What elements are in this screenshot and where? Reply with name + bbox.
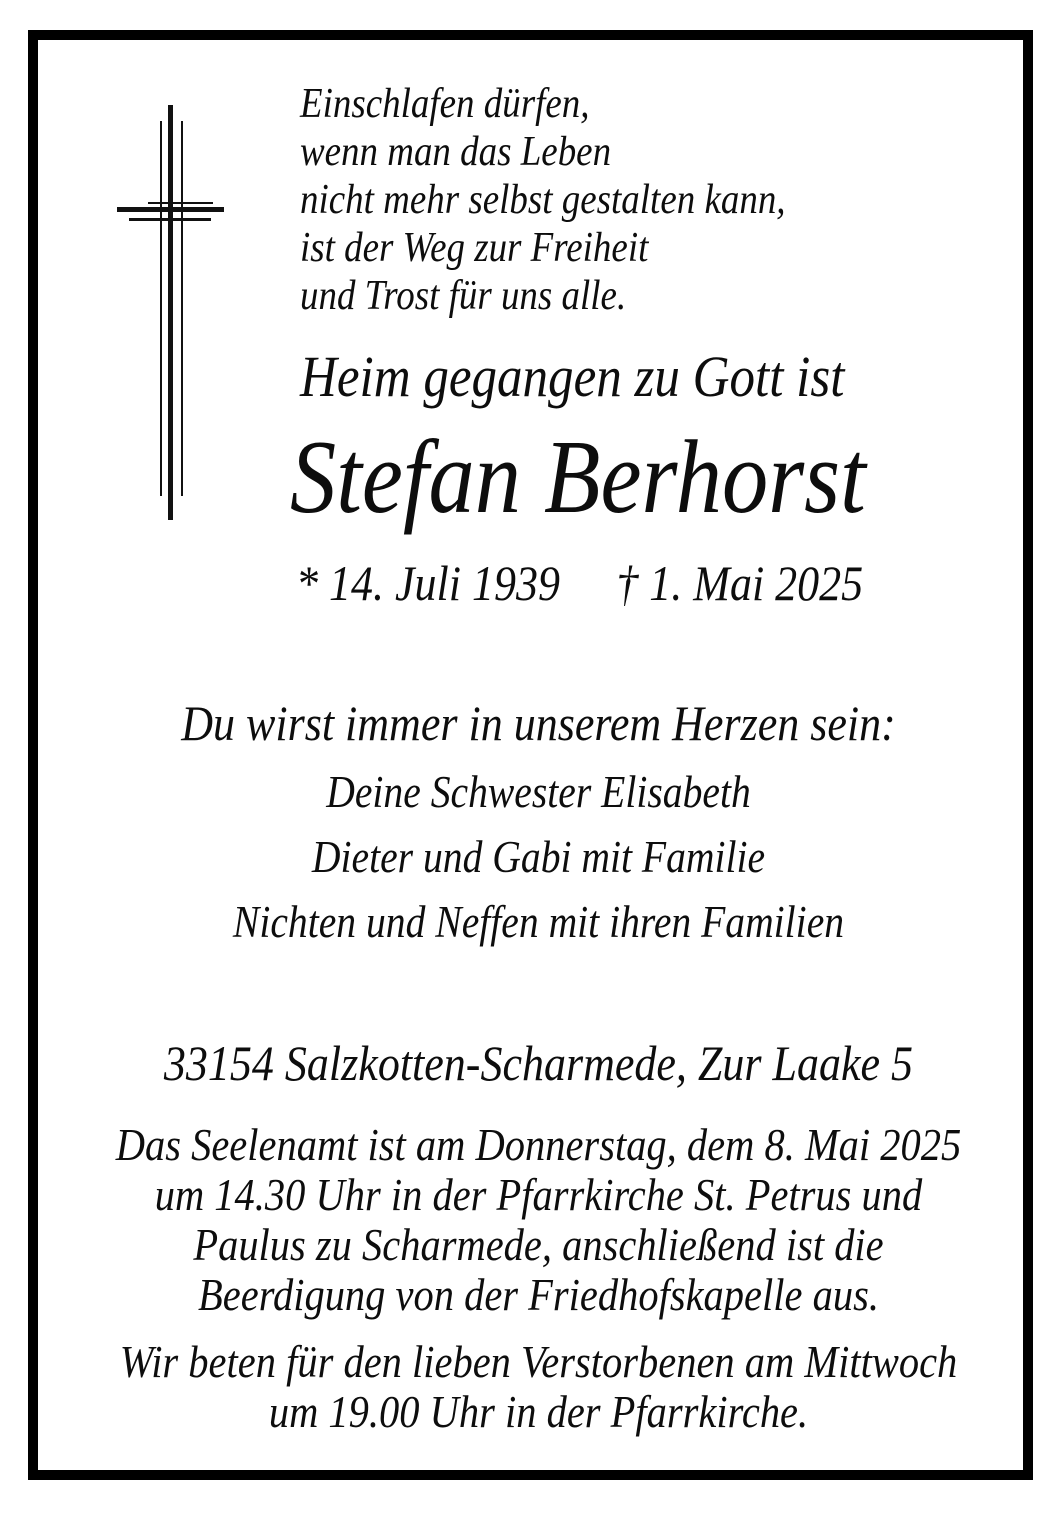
poem-line: Einschlafen dürfen, (300, 81, 590, 127)
cross-horizontal-top (148, 202, 213, 204)
mourner-line: Dieter und Gabi mit Familie (311, 832, 766, 882)
mourner-line: Deine Schwester Elisabeth (326, 767, 751, 817)
birth-date: * 14. Juli 1939 (296, 555, 560, 611)
cross-vertical-main (168, 105, 173, 520)
death-date: † 1. Mai 2025 (616, 555, 864, 611)
poem-line: nicht mehr selbst gestalten kann, (300, 177, 786, 223)
poem-line: und Trost für uns alle. (300, 273, 627, 319)
poem-line: wenn man das Leben (300, 129, 612, 175)
cross-horizontal-main (117, 207, 224, 212)
mourner-line: Nichten und Neffen mit ihren Familien (232, 897, 845, 947)
obituary-notice-frame (28, 30, 1033, 1480)
prayer-announcement (105, 1337, 972, 1437)
opening-poem (300, 80, 786, 320)
cross-horizontal-bottom (129, 218, 211, 221)
address-line: 33154 Salzkotten-Scharmede, Zur Laake 5 (163, 1035, 914, 1091)
mourning-lead: Du wirst immer in unserem Herzen sein: (181, 695, 896, 751)
prayer-line: um 19.00 Uhr in der Pfarrkirche. (268, 1386, 809, 1437)
life-dates (296, 555, 864, 611)
deceased-name: Stefan Berhorst (290, 418, 866, 535)
service-line: um 14.30 Uhr in der Pfarrkirche St. Petrus und (154, 1169, 923, 1220)
memorial-cross-icon (117, 105, 224, 520)
service-line: Paulus zu Scharmede, anschließend ist die (193, 1219, 884, 1270)
service-line: Beerdigung von der Friedhofskapelle aus. (198, 1269, 879, 1320)
prayer-line: Wir beten für den lieben Verstorbenen am Mittwoch (119, 1336, 958, 1387)
service-line: Das Seelenamt ist am Donnerstag, dem 8. Mai 2025 (115, 1119, 962, 1170)
service-announcement (105, 1120, 972, 1320)
poem-line: ist der Weg zur Freiheit (300, 225, 649, 271)
cross-vertical-right (181, 121, 183, 496)
intro-line: Heim gegangen zu Gott ist (300, 344, 845, 409)
cross-vertical-left (160, 121, 162, 496)
